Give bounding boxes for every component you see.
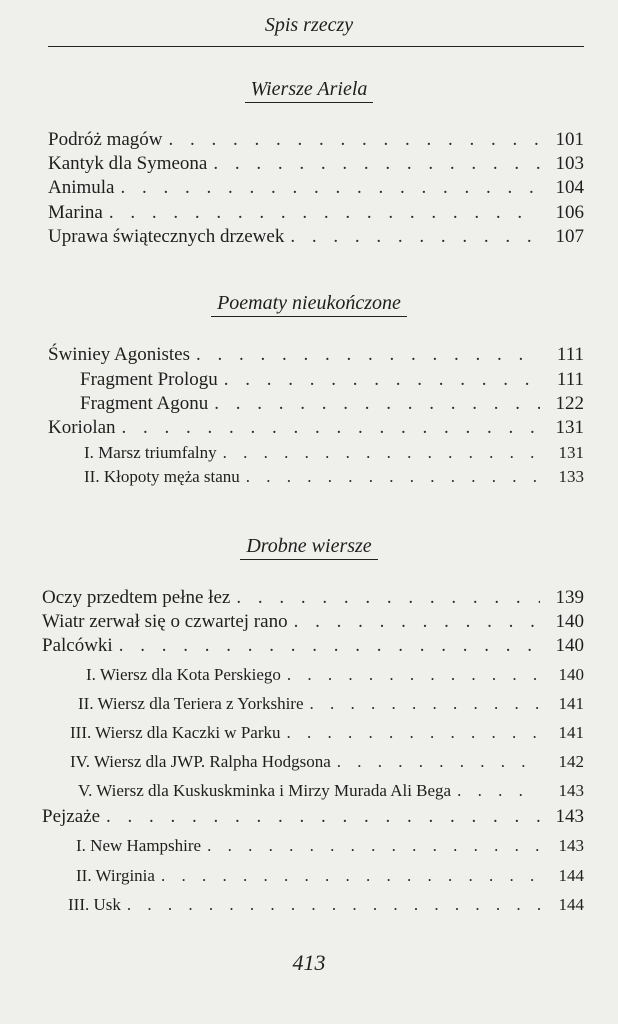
dot-leader	[290, 225, 540, 249]
entry-title: Uprawa świątecznych drzewek	[48, 226, 285, 247]
entry-page: 140	[558, 665, 584, 684]
entry-title: I. Wiersz dla Kota Perskiego	[86, 665, 281, 684]
dot-leader	[127, 893, 540, 917]
entry-page: 103	[555, 153, 584, 174]
toc-entry[interactable]	[84, 465, 584, 489]
toc-entry[interactable]	[86, 663, 584, 687]
toc-entry[interactable]	[42, 586, 584, 610]
dot-leader	[224, 368, 540, 392]
toc-entry[interactable]	[42, 634, 584, 658]
toc-entry[interactable]	[78, 779, 584, 803]
dot-leader	[196, 343, 540, 367]
entry-page: 140	[555, 611, 584, 632]
entry-title: I. Marsz triumfalny	[84, 443, 217, 462]
entry-title: IV. Wiersz dla JWP. Ralpha Hodgsona	[70, 752, 331, 771]
toc-entry[interactable]	[48, 416, 584, 440]
toc-entry[interactable]	[48, 152, 584, 176]
dot-leader	[213, 152, 540, 176]
entry-page: 107	[555, 226, 584, 247]
toc-entry[interactable]	[48, 343, 584, 367]
section-title-drobne-wiersze: Drobne wiersze	[0, 535, 618, 558]
entry-title: Animula	[48, 177, 115, 198]
dot-leader	[119, 634, 540, 658]
dot-leader	[169, 128, 540, 152]
toc-entry[interactable]	[68, 893, 584, 917]
entry-title: V. Wiersz dla Kuskuskminka i Mirzy Murada Ali Bega	[78, 781, 452, 800]
entry-page: 111	[556, 369, 584, 390]
entry-title: Marina	[48, 202, 103, 223]
entry-page: 143	[558, 781, 584, 800]
entry-page: 142	[558, 752, 584, 771]
entry-page: 143	[555, 806, 584, 827]
dot-leader	[106, 805, 540, 829]
dot-leader	[223, 441, 540, 465]
entry-page: 140	[555, 635, 584, 656]
toc-entry[interactable]	[84, 441, 584, 465]
toc-entry[interactable]	[42, 610, 584, 634]
toc-entry[interactable]	[80, 368, 584, 392]
section-title-poematy-nieukonczone: Poematy nieukończone	[0, 292, 618, 315]
toc-entry[interactable]	[42, 805, 584, 829]
dot-leader	[214, 392, 540, 416]
entry-title: Pejzaże	[42, 806, 101, 827]
entry-title: III. Wiersz dla Kaczki w Parku	[70, 723, 281, 742]
header-rule	[48, 46, 584, 47]
dot-leader	[246, 465, 540, 489]
entry-title: Fragment Prologu	[80, 369, 218, 390]
toc-entry[interactable]	[48, 201, 584, 225]
toc-entry[interactable]	[48, 225, 584, 249]
dot-leader	[161, 864, 540, 888]
entry-title: Świniey Agonistes	[48, 344, 190, 365]
entry-page: 144	[558, 895, 584, 914]
entry-page: 131	[555, 417, 584, 438]
dot-leader	[122, 416, 540, 440]
entry-page: 111	[556, 344, 584, 365]
dot-leader	[286, 721, 540, 745]
toc-entry[interactable]	[76, 834, 584, 858]
entry-page: 133	[558, 467, 584, 486]
toc-entry[interactable]	[70, 721, 584, 745]
entry-title: Wiatr zerwał się o czwartej rano	[42, 611, 288, 632]
entry-page: 131	[558, 443, 584, 462]
toc-entry[interactable]	[70, 750, 584, 774]
toc-entry[interactable]	[80, 392, 584, 416]
dot-leader	[287, 663, 540, 687]
dot-leader	[207, 834, 540, 858]
entry-title: Palcówki	[42, 635, 113, 656]
section-title-wiersze-ariela: Wiersze Ariela	[0, 78, 618, 101]
entry-title: Fragment Agonu	[80, 393, 209, 414]
dot-leader	[294, 610, 540, 634]
running-head: Spis rzeczy	[264, 14, 354, 36]
dot-leader	[236, 586, 540, 610]
entry-page: 139	[555, 587, 584, 608]
entry-title: II. Kłopoty męża stanu	[84, 467, 240, 486]
entry-title: II. Wiersz dla Teriera z Yorkshire	[78, 694, 304, 713]
entry-page: 122	[555, 393, 584, 414]
toc-entry[interactable]	[48, 128, 584, 152]
entry-title: III. Usk	[68, 895, 121, 914]
dot-leader	[109, 201, 540, 225]
entry-page: 144	[558, 866, 584, 885]
entry-title: II. Wirginia	[76, 866, 155, 885]
toc-entry[interactable]	[76, 864, 584, 888]
entry-page: 141	[558, 694, 584, 713]
entry-title: Oczy przedtem pełne łez	[42, 587, 231, 608]
entry-page: 106	[555, 202, 584, 223]
dot-leader	[337, 750, 540, 774]
entry-title: Koriolan	[48, 417, 116, 438]
entry-page: 104	[555, 177, 584, 198]
entry-title: Podróż magów	[48, 129, 163, 150]
toc-entry[interactable]	[78, 692, 584, 716]
dot-leader	[310, 692, 540, 716]
entry-page: 101	[555, 129, 584, 150]
entry-title: Kantyk dla Symeona	[48, 153, 208, 174]
entry-page: 143	[558, 836, 584, 855]
dot-leader	[457, 779, 540, 803]
toc-entry[interactable]	[48, 176, 584, 200]
entry-page: 141	[558, 723, 584, 742]
entry-title: I. New Hampshire	[76, 836, 202, 855]
page-number: 413	[292, 950, 326, 975]
dot-leader	[121, 176, 541, 200]
